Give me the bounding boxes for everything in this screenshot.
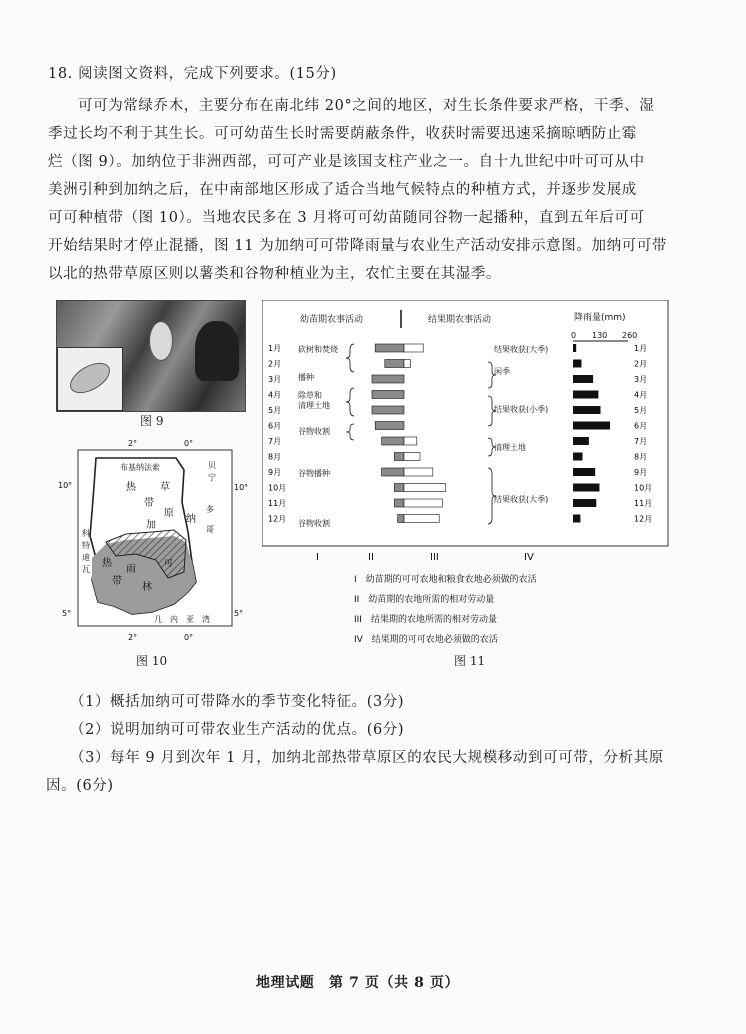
- fruit-labor-bar: [404, 468, 433, 476]
- month-label-right: 3月: [634, 375, 648, 384]
- seedling-activity: 除草和: [298, 391, 322, 400]
- sub-question-1: （1）概括加纳可可带降水的季节变化特征。(3分): [70, 694, 405, 710]
- rainfall-bar: [573, 453, 583, 461]
- rainfall-bar: [573, 499, 596, 507]
- paragraph-line: 可可种植带（图 10）。当地农民多在 3 月将可可幼苗随同谷物一起播种，直到五年后可可: [48, 210, 645, 226]
- paragraph-line: 烂（图 9）。加纳位于非洲西部，可可产业是该国支柱产业之一。自十九世纪中叶可可从中: [48, 154, 645, 170]
- fruit-labor-bar: [404, 360, 410, 368]
- month-label-right: 12月: [634, 514, 653, 524]
- cocoa-letter: 可: [164, 559, 174, 569]
- month-label-right: 11月: [634, 499, 653, 508]
- month-label-left: 7月: [268, 437, 282, 446]
- roman-label: I: [316, 552, 319, 563]
- page-footer: 地理试题 第 7 页（共 8 页）: [256, 975, 460, 991]
- cocoa-pod-inset: [57, 347, 123, 411]
- seedling-activity: 谷物收割: [298, 519, 330, 528]
- togo-label: 多: [206, 505, 214, 514]
- cote-divoire-label: 科: [82, 529, 90, 538]
- fig11-chart: [262, 300, 670, 650]
- fruit-activity: 结果收获(大季): [494, 495, 549, 504]
- farmer-image: [195, 321, 239, 381]
- fruit-labor-bar: [404, 344, 423, 352]
- month-label-left: 4月: [268, 390, 282, 400]
- month-label-right: 9月: [634, 468, 648, 477]
- seedling-labor-bar: [385, 360, 404, 368]
- lat-label: 5°: [62, 609, 72, 618]
- cote-divoire-label-2: 特: [82, 541, 90, 550]
- paragraph-line: 季过长均不利于其生长。可可幼苗生长时需要荫蔽条件，收获时需要迅速采摘晾晒防止霉: [48, 126, 637, 142]
- seedling-labor-bar: [394, 499, 404, 507]
- month-label-left: 12月: [268, 514, 287, 524]
- month-label-right: 5月: [634, 406, 648, 415]
- roman-label: IV: [524, 552, 534, 563]
- question-title: 18. 阅读图文资料，完成下列要求。(15分): [48, 66, 337, 82]
- roman-label: II: [368, 552, 374, 563]
- cote-divoire-label-4: 瓦: [82, 565, 90, 574]
- rainfall-bar: [573, 437, 589, 445]
- lon-label: 0°: [184, 439, 194, 448]
- fruit-header: 结果期农事活动: [428, 315, 492, 325]
- fruit-labor-bar: [404, 499, 442, 507]
- roman-label: III: [430, 552, 439, 563]
- ghana-label-2: 纳: [186, 514, 196, 525]
- month-label-left: 8月: [268, 452, 282, 462]
- month-label-right: 4月: [634, 390, 648, 400]
- lon-label: 2°: [128, 439, 138, 448]
- rainfall-bar: [573, 422, 610, 430]
- seedling-labor-bar: [375, 344, 404, 352]
- fruit-labor-bar: [404, 437, 417, 445]
- benin-label-2: 宁: [208, 473, 216, 482]
- savanna-label-4: 原: [164, 508, 174, 519]
- seedling-labor-bar: [375, 422, 404, 430]
- ghana-map: [56, 432, 256, 650]
- seedling-activity: 砍树和焚烧: [298, 345, 338, 354]
- month-label-left: 2月: [268, 359, 282, 369]
- month-label-right: 7月: [634, 437, 648, 446]
- lon-label: 0°: [184, 633, 194, 642]
- lat-label: 10°: [58, 481, 73, 490]
- togo-label-2: 哥: [206, 525, 214, 534]
- paragraph-line: 以北的热带草原区则以薯类和谷物种植业为主，农忙主要在其湿季。: [48, 266, 501, 282]
- legend-item: I 幼苗期的可可农地和粮食农地必须做的农活: [354, 575, 537, 585]
- legend-item: II 幼苗期的农地所需的相对劳动量: [354, 595, 495, 605]
- rainfall-bar: [573, 344, 576, 352]
- month-label-left: 6月: [268, 421, 282, 431]
- savanna-label-1: 热: [126, 482, 136, 493]
- sub-question-3-cont: 因。(6分): [46, 778, 114, 794]
- month-label-right: 8月: [634, 452, 648, 462]
- seedling-activity: 谷物收割: [298, 427, 330, 436]
- fig11-caption: 图 11: [454, 654, 486, 668]
- cocoa-harvest-photo: [56, 300, 246, 412]
- seedling-labor-bar: [394, 453, 404, 461]
- rain-tick: 260: [622, 331, 638, 340]
- paragraph-line: 可可为常绿乔木，主要分布在南北纬 20°之间的地区，对生长条件要求严格，干季、湿: [78, 98, 655, 114]
- rainfall-bar: [573, 360, 581, 368]
- month-label-right: 1月: [634, 344, 648, 353]
- rain-tick: 130: [592, 331, 608, 340]
- rainfall-bar: [573, 484, 599, 492]
- sub-question-2: （2）说明加纳可可带农业生产活动的优点。(6分): [70, 722, 405, 738]
- month-label-right: 10月: [634, 483, 653, 493]
- fig9-caption: 图 9: [140, 414, 164, 428]
- lat-label: 5°: [234, 609, 244, 618]
- seedling-activity: 播种: [298, 373, 314, 382]
- seedling-activity: 谷物播种: [298, 469, 330, 478]
- rainforest-label-4: 林: [142, 582, 152, 593]
- seedling-header: 幼苗期农事活动: [300, 315, 364, 325]
- seedling-labor-bar: [382, 468, 404, 476]
- fruit-labor-bar: [404, 484, 446, 492]
- legend-item: IV 结果期的可可农地必须做的农活: [354, 635, 498, 645]
- burkina-label: 布基纳法索: [120, 463, 160, 472]
- rainforest-label-3: 雨: [126, 564, 136, 575]
- fig10-caption: 图 10: [136, 654, 168, 668]
- paragraph-line: 开始结果时才停止混播，图 11 为加纳可可带降雨量与农业生产活动安排示意图。加纳可可带: [48, 238, 667, 254]
- rainfall-bar: [573, 406, 601, 414]
- seedling-labor-bar: [372, 391, 404, 399]
- cocoa-pod-image: [149, 321, 173, 361]
- fruit-activity: 结果收获(小季): [494, 405, 549, 414]
- sub-question-3: （3）每年 9 月到次年 1 月，加纳北部热带草原区的农民大规模移动到可可带，分析其原: [70, 750, 664, 766]
- fruit-activity: 清理土地: [494, 443, 526, 452]
- lat-label: 10°: [234, 483, 249, 492]
- rainforest-label-1: 热: [102, 558, 112, 569]
- seedling-activity: 清理土地: [298, 401, 330, 410]
- month-label-left: 3月: [268, 375, 282, 384]
- rain-header: 降雨量(mm): [574, 313, 626, 323]
- seedling-labor-bar: [382, 437, 404, 445]
- month-label-left: 5月: [268, 406, 282, 415]
- fruit-activity: 结果收获(大季): [494, 345, 549, 354]
- seedling-labor-bar: [372, 406, 404, 414]
- rainforest-label-2: 带: [112, 576, 122, 587]
- fruit-labor-bar: [404, 453, 420, 461]
- fruit-activity: 闲季: [494, 367, 510, 376]
- rainfall-bar: [573, 468, 595, 476]
- month-label-right: 6月: [634, 421, 648, 431]
- month-label-right: 2月: [634, 359, 648, 369]
- gulf-label: 几 内 亚 湾: [154, 615, 210, 624]
- cote-divoire-label-3: 迪: [82, 553, 90, 562]
- rain-tick: 0: [571, 331, 577, 340]
- savanna-label-3: 草: [160, 482, 170, 493]
- rainfall-bar: [573, 515, 580, 523]
- legend-item: III 结果期的农地所需的相对劳动量: [354, 615, 497, 625]
- seedling-labor-bar: [372, 375, 404, 383]
- seedling-labor-bar: [398, 515, 404, 523]
- paragraph-line: 美洲引种到加纳之后，在中南部地区形成了适合当地气候特点的种植方式，并逐步发展成: [48, 182, 637, 198]
- rainfall-bar: [573, 391, 598, 399]
- rainfall-bar: [573, 375, 593, 383]
- month-label-left: 11月: [268, 499, 287, 508]
- benin-label: 贝: [208, 461, 216, 470]
- savanna-label-2: 带: [144, 498, 154, 509]
- ghana-label: 加: [146, 520, 156, 531]
- month-label-left: 1月: [268, 344, 282, 353]
- fruit-labor-bar: [404, 515, 439, 523]
- month-label-left: 10月: [268, 483, 287, 493]
- lon-label: 2°: [128, 633, 138, 642]
- month-label-left: 9月: [268, 468, 282, 477]
- seedling-labor-bar: [394, 484, 404, 492]
